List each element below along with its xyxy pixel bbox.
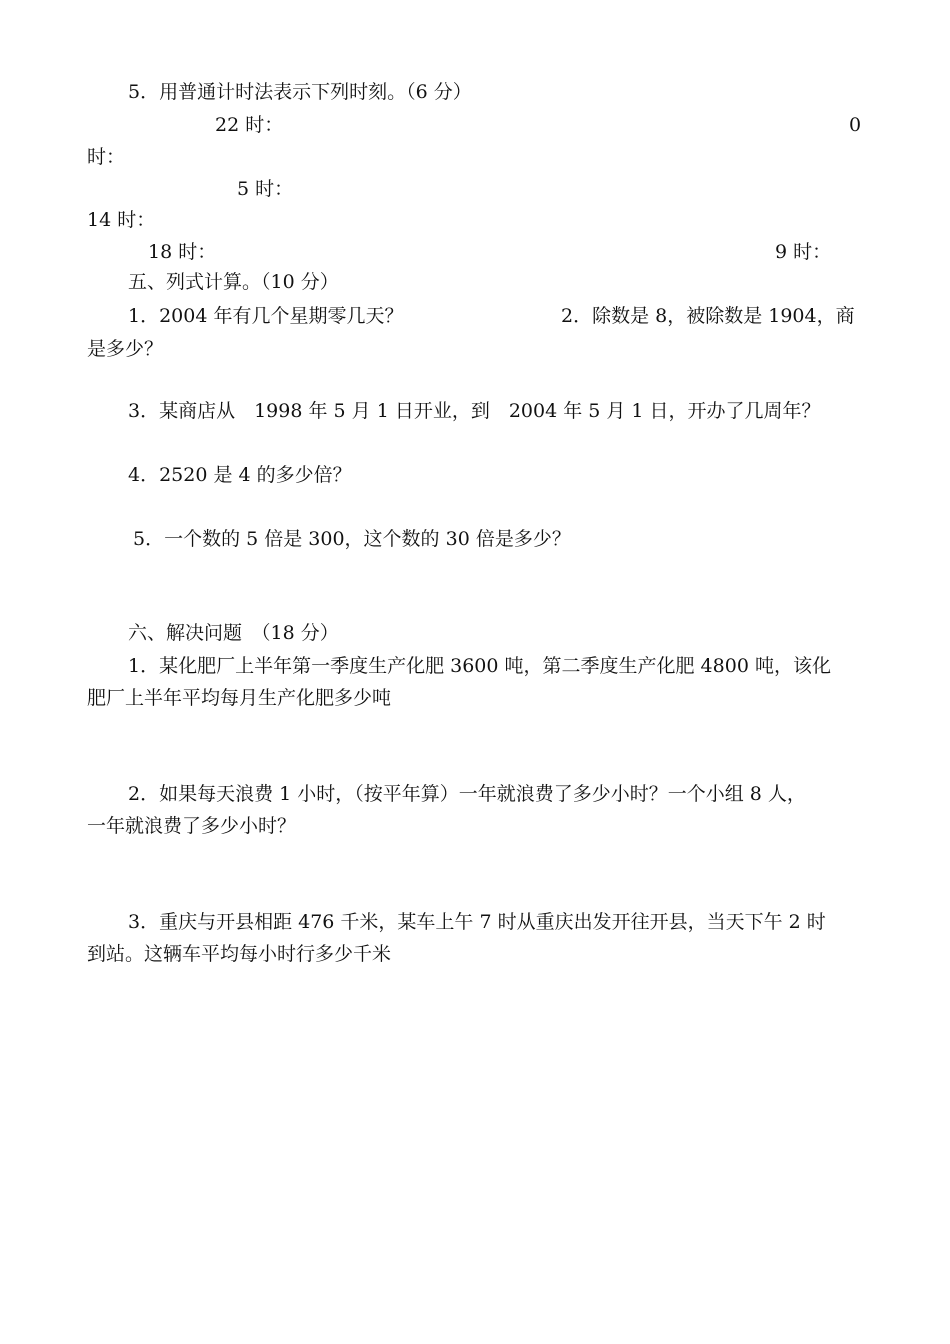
time-9: 9 时： <box>775 241 832 263</box>
question-5-title: 5．用普通计时法表示下列时刻。（6 分） <box>128 81 472 103</box>
time-5: 5 时： <box>237 178 294 200</box>
section-6-question-2-line-1: 2．如果每天浪费 1 小时，（按平年算）一年就浪费了多少小时？一个小组 8 人， <box>128 783 806 805</box>
section-6-question-3-line-1: 3．重庆与开县相距 476 千米，某车上午 7 时从重庆出发开往开县，当天下午 2 时 <box>128 911 826 933</box>
section-6-title: 六、解决问题 （18 分） <box>128 622 339 644</box>
section-5-title: 五、列式计算。（10 分） <box>128 271 339 293</box>
section-6-question-1-line-1: 1．某化肥厂上半年第一季度生产化肥 3600 吨，第二季度生产化肥 4800 吨，该化 <box>128 655 831 677</box>
section-5-question-5: 5．一个数的 5 倍是 300，这个数的 30 倍是多少？ <box>133 528 571 550</box>
section-5-question-1: 1．2004 年有几个星期零几天？ <box>128 305 404 327</box>
time-14: 14 时： <box>87 209 156 231</box>
section-5-question-4: 4．2520 是 4 的多少倍？ <box>128 464 352 486</box>
section-5-question-2-line-1: 2．除数是 8，被除数是 1904，商 <box>561 305 855 327</box>
time-0-number: 0 <box>849 114 862 136</box>
section-6-question-3-line-2: 到站。这辆车平均每小时行多少千米 <box>87 943 392 965</box>
section-6-question-1-line-2: 肥厂上半年平均每月生产化肥多少吨 <box>87 687 392 709</box>
section-6-question-2-line-2: 一年就浪费了多少小时？ <box>87 815 297 837</box>
time-0-unit: 时： <box>87 146 126 168</box>
time-22: 22 时： <box>215 114 284 136</box>
section-5-question-2-line-2: 是多少？ <box>87 338 164 360</box>
section-5-question-3: 3．某商店从 1998 年 5 月 1 日开业，到 2004 年 5 月 1 日，开办了几周年？ <box>128 400 821 422</box>
time-18: 18 时： <box>148 241 217 263</box>
